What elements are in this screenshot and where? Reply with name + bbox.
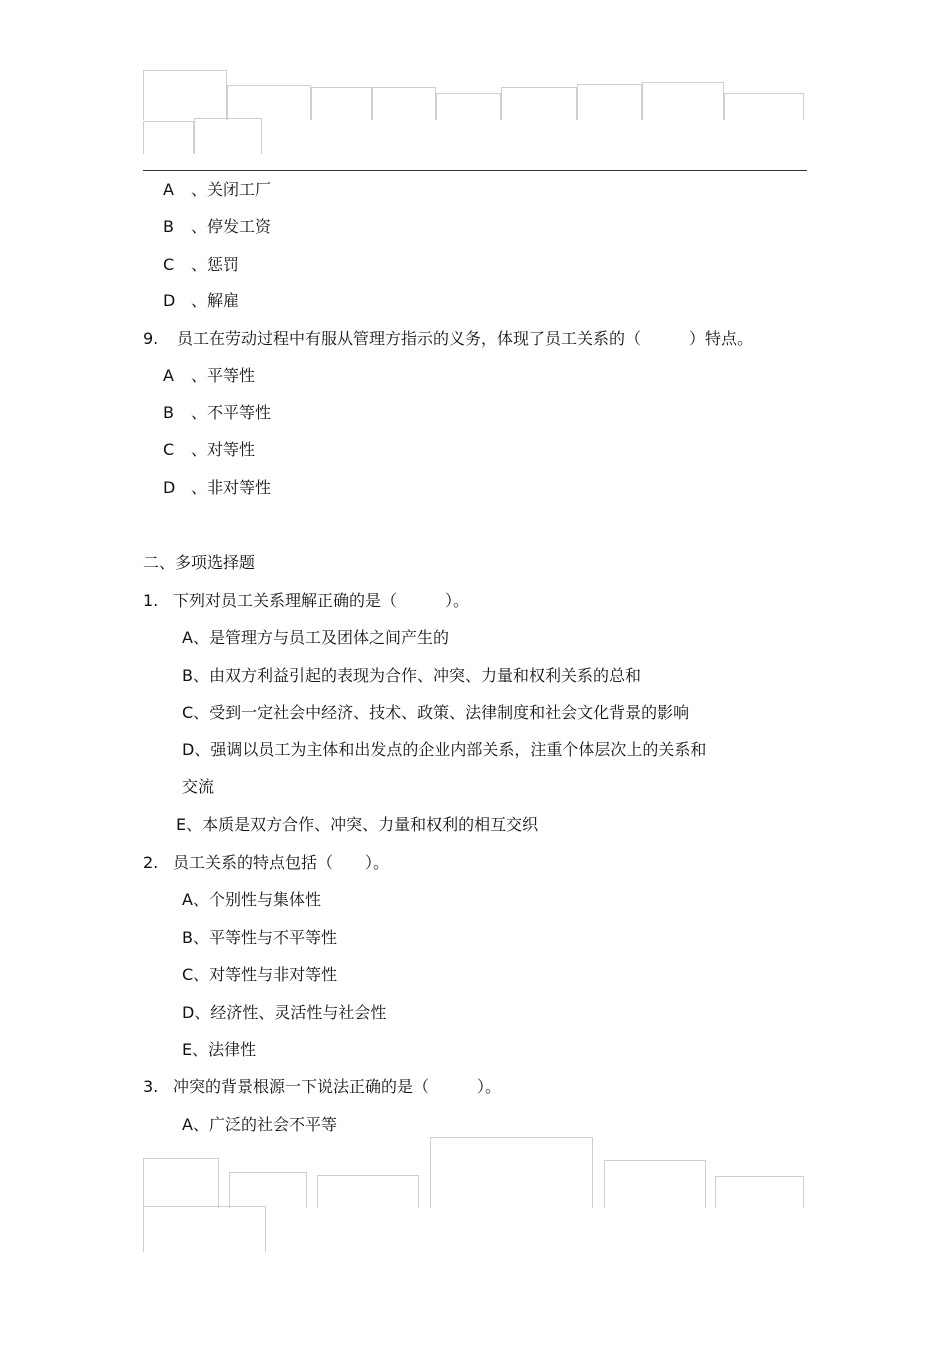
s2-q1-option-d: D、强调以员工为主体和出发点的企业内部关系，注重个体层次上的关系和	[182, 740, 707, 759]
option-text: 、停发工资	[191, 217, 272, 236]
q8-option-c	[163, 255, 239, 275]
s2-q1-option-c: C、受到一定社会中经济、技术、政策、法律制度和社会文化背景的影响	[182, 703, 690, 722]
question-text: 下列对员工关系理解正确的是（ ）。	[173, 591, 470, 610]
option-letter: C	[163, 255, 175, 274]
option-text: 、关闭工厂	[191, 180, 272, 199]
s2-q1-question	[143, 591, 469, 611]
header-box	[577, 84, 642, 120]
q9-option-d	[163, 478, 271, 498]
question-number: 1.	[143, 591, 159, 610]
footer-box	[715, 1176, 804, 1208]
question-text: 员工在劳动过程中有服从管理方指示的义务，体现了员工关系的（ ）特点。	[177, 329, 754, 348]
option-text: 、不平等性	[191, 403, 272, 422]
question-text: 员工关系的特点包括（ ）。	[173, 853, 390, 872]
footer-box	[143, 1206, 266, 1252]
header-box	[372, 87, 436, 120]
s2-q1-option-d-continued: 交流	[182, 777, 215, 796]
header-box	[501, 87, 577, 120]
option-text: 、非对等性	[191, 478, 272, 497]
option-letter: A	[163, 366, 174, 385]
s2-q2-option-d: D、经济性、灵活性与社会性	[182, 1003, 387, 1022]
header-box	[143, 70, 227, 120]
header-box	[143, 121, 194, 154]
footer-box	[604, 1160, 706, 1208]
question-text: 冲突的背景根源一下说法正确的是（ ）。	[173, 1077, 502, 1096]
q9-option-c	[163, 440, 255, 460]
option-text: 、平等性	[191, 366, 256, 385]
option-letter: D	[163, 478, 176, 497]
header-box	[642, 82, 724, 120]
section-heading: 二、多项选择题	[143, 553, 256, 572]
s2-q1-option-e: E、本质是双方合作、冲突、力量和权利的相互交织	[176, 815, 539, 834]
option-text: 、对等性	[191, 440, 256, 459]
question-number: 9.	[143, 329, 159, 348]
option-text: 、解雇	[191, 291, 240, 310]
footer-box	[229, 1172, 307, 1208]
s2-q3-question	[143, 1077, 501, 1097]
header-box	[724, 93, 804, 120]
q9-option-a	[163, 366, 255, 386]
q8-option-a	[163, 180, 271, 200]
header-rule	[143, 170, 807, 171]
header-box	[436, 93, 501, 120]
option-letter: D	[163, 291, 176, 310]
s2-q2-option-e: E、法律性	[182, 1040, 257, 1059]
option-letter: B	[163, 403, 174, 422]
s2-q2-option-c: C、对等性与非对等性	[182, 965, 338, 984]
option-letter: B	[163, 217, 174, 236]
s2-q3-option-a: A、广泛的社会不平等	[182, 1115, 337, 1134]
q9-question	[143, 329, 753, 349]
s2-q2-option-b: B、平等性与不平等性	[182, 928, 337, 947]
option-letter: C	[163, 440, 175, 459]
header-box	[227, 85, 311, 120]
s2-q1-option-b: B、由双方利益引起的表现为合作、冲突、力量和权利关系的总和	[182, 666, 641, 685]
q9-option-b	[163, 403, 271, 423]
option-letter: A	[163, 180, 174, 199]
question-number: 2.	[143, 853, 159, 872]
s2-q1-option-a: A、是管理方与员工及团体之间产生的	[182, 628, 449, 647]
s2-q2-question	[143, 853, 389, 873]
footer-box	[317, 1175, 419, 1208]
s2-q2-option-a: A、个别性与集体性	[182, 890, 321, 909]
q8-option-b	[163, 217, 271, 237]
option-text: 、惩罚	[191, 255, 240, 274]
header-box	[311, 87, 372, 120]
question-number: 3.	[143, 1077, 159, 1096]
q8-option-d	[163, 291, 239, 311]
footer-box	[143, 1158, 219, 1208]
header-box	[194, 118, 262, 154]
footer-box	[430, 1137, 593, 1208]
